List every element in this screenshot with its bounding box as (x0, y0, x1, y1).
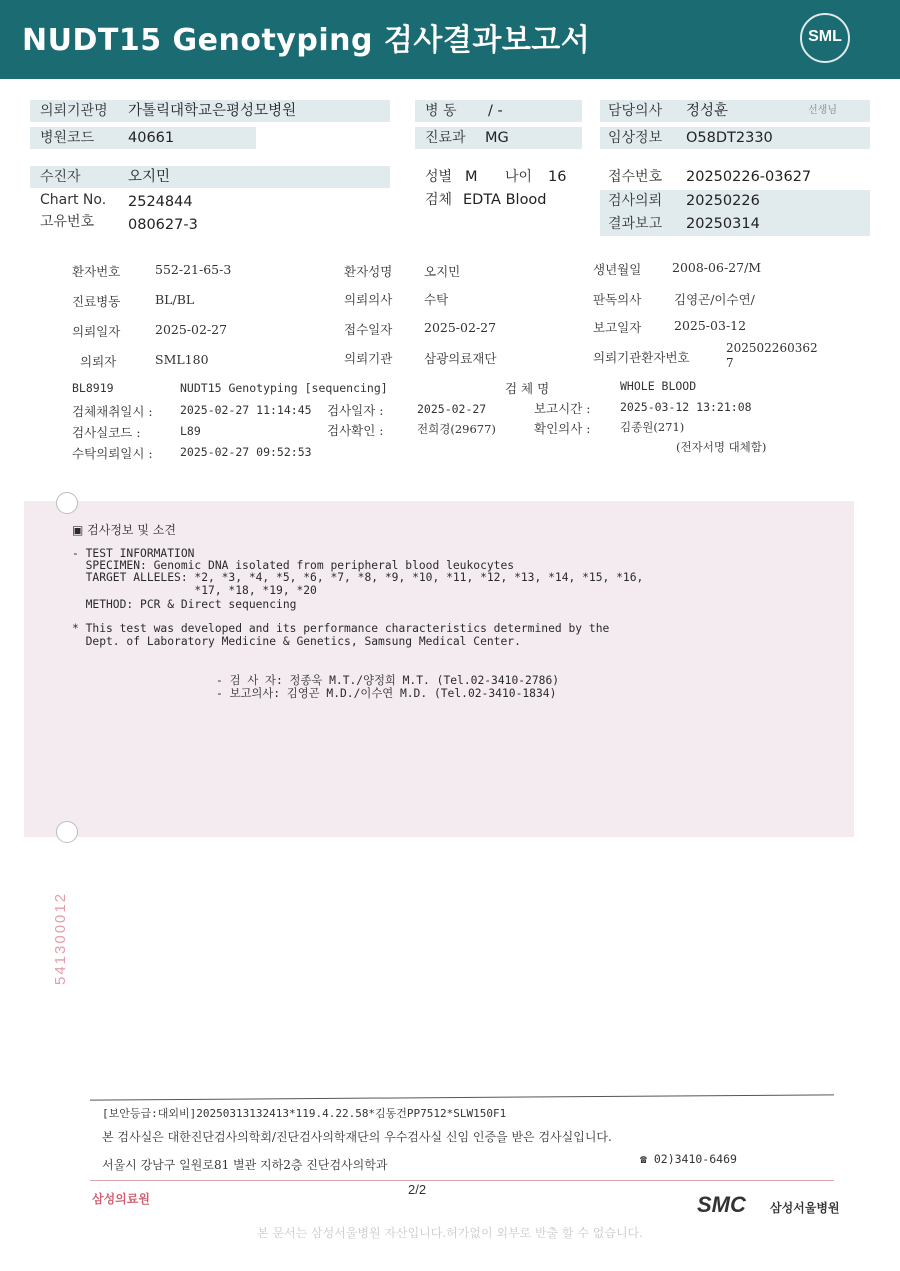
value-specimen: EDTA Blood (463, 192, 547, 208)
req-label-report-date: 보고일자 (593, 320, 642, 335)
req-label-req-doctor: 의뢰의사 (344, 292, 393, 307)
req-value-ward: BL/BL (155, 292, 195, 307)
req-value-patient-name: 오지민 (424, 264, 461, 279)
value-test-request: 20250226 (686, 193, 760, 209)
label-chart-no: Chart No. (40, 192, 107, 208)
report-line-specimen: SPECIMEN: Genomic DNA isolated from peripheral blood leukocytes (72, 559, 515, 572)
label-hospital-code: 병원코드 (40, 130, 95, 146)
label-clinical: 임상정보 (608, 130, 663, 146)
req-label-patient-no: 환자번호 (72, 264, 121, 279)
label-confirm-doctor: 확인의사 : (534, 421, 591, 436)
label-lab-code: 검사실코드 : (72, 425, 141, 440)
report-line-test-info: - TEST INFORMATION (72, 547, 195, 560)
value-age: 16 (548, 169, 567, 185)
label-unique-no: 고유번호 (40, 214, 95, 230)
req-label-ward: 진료병동 (72, 294, 121, 309)
test-code: BL8919 (72, 381, 114, 395)
value-consign-time: 2025-02-27 09:52:53 (180, 445, 312, 459)
req-label-req-org: 의뢰기관 (344, 351, 393, 366)
label-test-confirm: 검사확인 : (327, 423, 384, 438)
label-specimen: 검체 (425, 192, 453, 208)
page-number: 2/2 (408, 1182, 427, 1197)
label-test-request: 검사의뢰 (608, 193, 663, 209)
req-value-req-date: 2025-02-27 (155, 322, 228, 337)
req-label-birth: 생년월일 (593, 262, 642, 277)
req-label-requester: 의뢰자 (80, 354, 117, 369)
value-unique-no: 080627-3 (128, 217, 198, 233)
report-line-tester: - 검 사 자: 정종욱 M.T./양정희 M.T. (Tel.02-3410-2786) (216, 674, 560, 687)
label-receipt-no: 접수번호 (608, 169, 663, 185)
footer-top-line (90, 1094, 834, 1100)
req-label-patient-name: 환자성명 (344, 264, 393, 279)
value-institution: 가톨릭대학교은평성모병원 (128, 103, 297, 119)
label-test-date: 검사일자 : (327, 403, 384, 418)
label-sex: 성별 (425, 169, 453, 185)
sml-logo-text: SML (808, 28, 842, 45)
value-receipt-no: 20250226-03627 (686, 169, 812, 185)
label-patient: 수진자 (40, 169, 81, 185)
sml-logo (800, 13, 850, 63)
req-value-org-patient-no-2: 7 (726, 356, 734, 370)
esign-note: (전자서명 대체함) (676, 440, 767, 454)
req-value-receipt-date: 2025-02-27 (424, 320, 497, 335)
security-line: [보안등급:대외비]20250313132413*119.4.22.58*김동건PP7512*SLW150F1 (102, 1107, 507, 1120)
report-line-note-1: * This test was developed and its performance characteristics determined by the (72, 622, 610, 635)
value-ward: / - (488, 103, 503, 119)
samsung-medical-label: 삼성의료원 (92, 1192, 150, 1206)
req-label-org-patient-no: 의뢰기관환자번호 (593, 350, 690, 365)
req-label-reading-doctor: 판독의사 (593, 292, 642, 307)
report-line-alleles-cont: *17, *18, *19, *20 (72, 584, 317, 597)
value-hospital-code: 40661 (128, 130, 175, 146)
label-result-report: 결과보고 (608, 216, 663, 232)
report-line-reporter: - 보고의사: 김영곤 M.D./이수연 M.D. (Tel.02-3410-1834) (216, 687, 557, 700)
certification-text: 본 검사실은 대한진단검사의학회/진단검사의학재단의 우수검사실 신임 인증을 받은 검사실입니다. (102, 1130, 612, 1144)
label-consign-time: 수탁의뢰일시 : (72, 446, 153, 461)
label-department: 진료과 (425, 130, 466, 146)
punch-hole-top (56, 492, 78, 514)
summary-bar-patient (30, 166, 390, 188)
req-value-report-date: 2025-03-12 (674, 318, 747, 333)
label-report-time: 보고시간 : (534, 401, 591, 416)
req-value-org-patient-no-1: 202502260362 (726, 341, 818, 355)
label-ward: 병 동 (425, 103, 457, 119)
value-test-confirm: 전희경(29677) (417, 422, 496, 436)
req-label-receipt-date: 접수일자 (344, 322, 393, 337)
label-collect-time: 검체채취일시 : (72, 404, 153, 419)
value-collect-time: 2025-02-27 11:14:45 (180, 403, 312, 417)
report-line-method: METHOD: PCR & Direct sequencing (72, 598, 297, 611)
value-chart-no: 2524844 (128, 194, 193, 210)
value-doctor: 정성훈 (686, 103, 729, 119)
test-name: NUDT15 Genotyping [sequencing] (180, 381, 388, 395)
report-section-title: ▣ 검사정보 및 소견 (72, 523, 176, 537)
value-lab-code: L89 (180, 424, 201, 438)
footer-bottom-line (90, 1180, 834, 1181)
label-institution: 의뢰기관명 (40, 103, 108, 119)
report-header (0, 0, 900, 79)
punch-hole-bottom (56, 821, 78, 843)
label-age: 나이 (505, 169, 533, 185)
req-value-reading-doctor: 김영곤/이수연/ (674, 292, 755, 307)
smc-logo: SMC (697, 1192, 746, 1217)
req-value-req-org: 삼광의료재단 (424, 351, 497, 366)
value-test-date: 2025-02-27 (417, 402, 487, 416)
value-sex: M (465, 169, 478, 185)
req-value-requester: SML180 (155, 352, 209, 367)
lab-address: 서울시 강남구 일원로81 별관 지하2층 진단검사의학과 (102, 1158, 388, 1172)
value-report-time: 2025-03-12 13:21:08 (620, 400, 752, 414)
lab-phone: ☎ 02)3410-6469 (640, 1152, 737, 1166)
value-patient: 오지민 (128, 169, 171, 185)
value-department: MG (485, 130, 509, 146)
hospital-name: 삼성서울병원 (770, 1201, 840, 1215)
req-label-req-date: 의뢰일자 (72, 324, 121, 339)
label-doctor: 담당의사 (608, 103, 663, 119)
report-title: NUDT15 Genotyping 검사결과보고서 (22, 23, 591, 58)
doctor-suffix: 선생님 (808, 105, 837, 116)
req-value-patient-no: 552-21-65-3 (155, 262, 232, 277)
disclaimer-text: 본 문서는 삼성서울병원 자산입니다.허가없이 외부로 반출 할 수 없습니다. (257, 1226, 643, 1240)
value-result-report: 20250314 (686, 216, 760, 232)
report-line-alleles: TARGET ALLELES: *2, *3, *4, *5, *6, *7, *8, *9, *10, *11, *12, *13, *14, *15, *16, (72, 571, 644, 584)
report-line-note-2: Dept. of Laboratory Medicine & Genetics, Samsung Medical Center. (72, 635, 521, 648)
req-value-req-doctor: 수탁 (424, 292, 449, 307)
value-confirm-doctor: 김종원(271) (620, 420, 685, 434)
req-value-birth: 2008-06-27/M (672, 260, 762, 275)
report-section (24, 501, 854, 837)
value-clinical: O58DT2330 (686, 130, 773, 146)
label-specimen-name: 검 체 명 (505, 381, 550, 396)
value-specimen-name: WHOLE BLOOD (620, 379, 697, 393)
document-number: 541300012 (52, 891, 69, 985)
